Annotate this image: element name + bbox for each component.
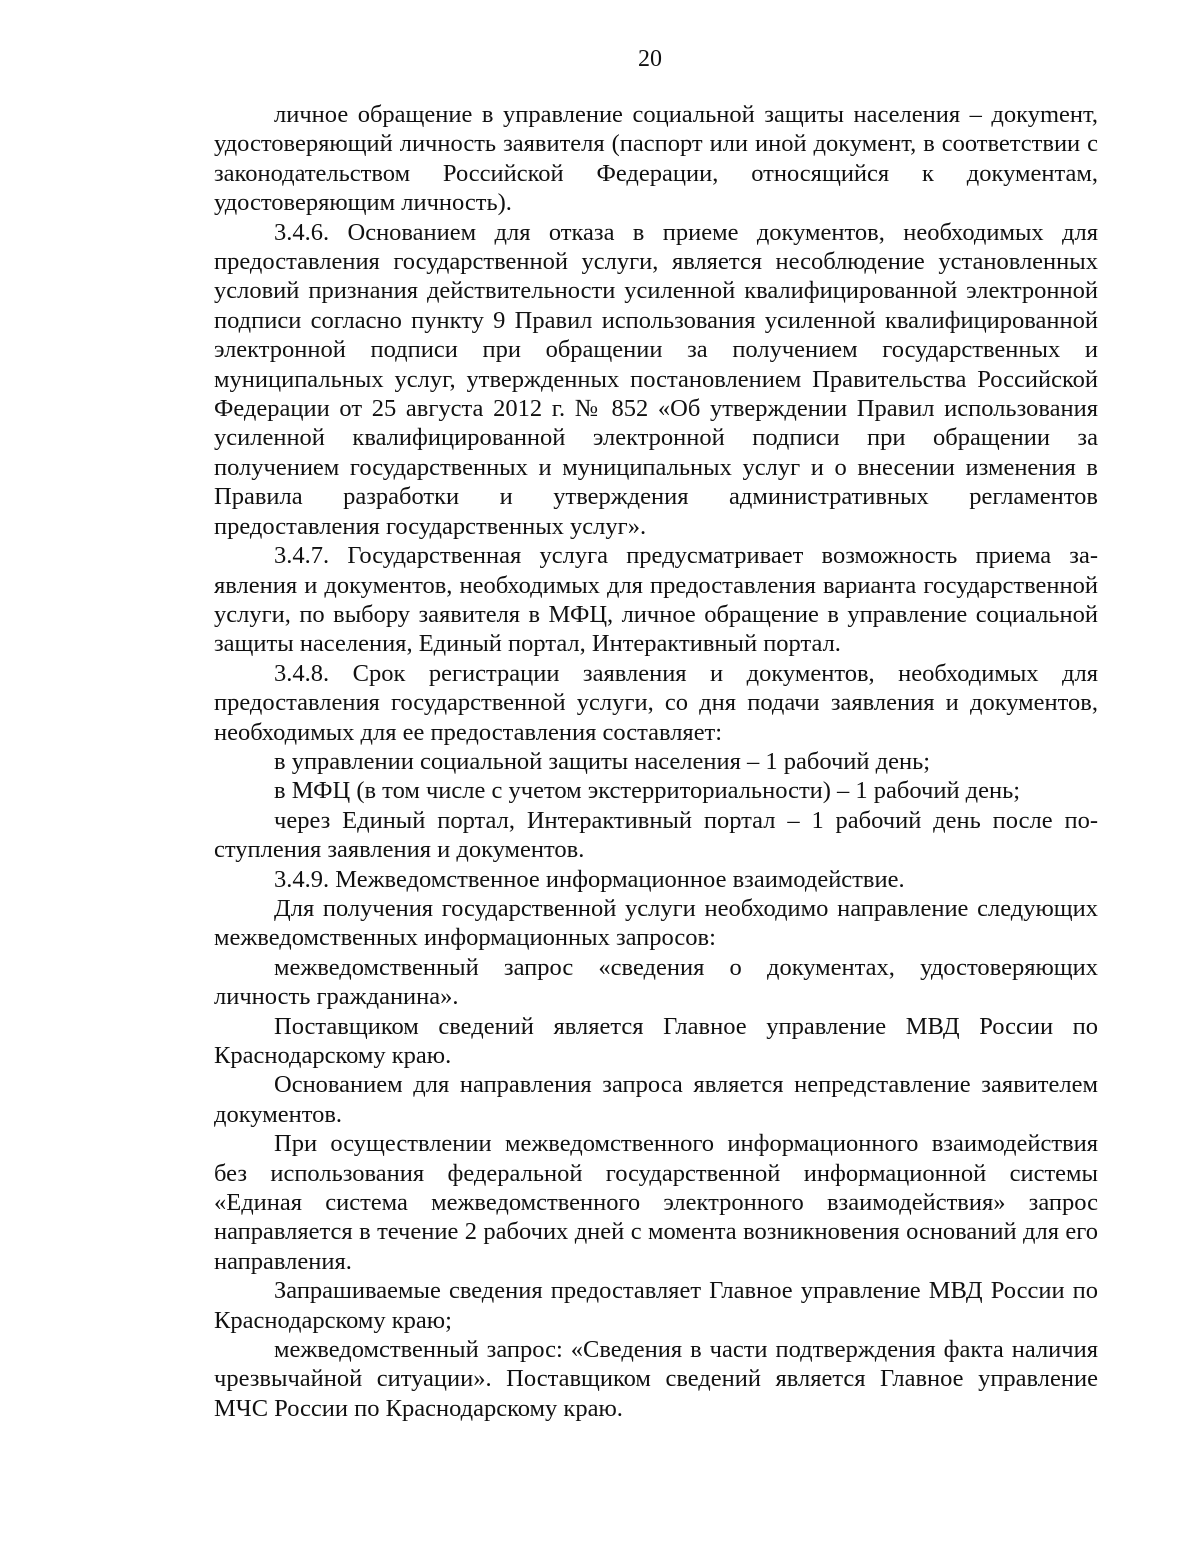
paragraph-3-4-9: 3.4.9. Межведомственное информационное взаимодействие.	[274, 865, 905, 893]
paragraph-personal-appeal: личное обращение в управление социальной защиты населения – докуmент, удостоверяющий личность заявителя (паспорт или иной документ, в соответствии с законодательством Российской Федерации, относящийся к документам, удостоверяющим личность).	[214, 101, 1098, 217]
paragraph-3-4-6: 3.4.6. Основанием для отказа в приеме документов, необходимых для предоставления государственной услуги, является несоблюдение установленных условий признания действительности усиленной квалифицированной электронной подписи согласно пункту 9 Правил использования усиленной квалифицированной электронной подписи при обращении за получением государственных и муниципальных услуг, утвержденных постановлением Правительства Российской Федерации от 25 августа 2012 г. № 852 «Об утверждении Правил использования усиленной квалифицированной электронной подписи при обращении за получением государственных и муниципальных услуг и о внесении изменения в Правила разработки и утверждения административных регламентов предоставления государственных услуг».	[214, 218, 1098, 540]
paragraph-emergency-request: межведомственный запрос: «Сведения в части подтверждения факта наличия чрезвычайной ситуации». Поставщиком сведений является Главное управление МЧС России по Краснодарскому краю.	[214, 1336, 1098, 1422]
paragraph-request-basis: Основанием для направления запроса является непредставление заявителем документов.	[214, 1071, 1098, 1128]
paragraph-mvd-provides: Запрашиваемые сведения предоставляет Главное управление МВД России по Краснодарскому краю;	[214, 1277, 1098, 1334]
paragraph-mvd-supplier: Поставщиком сведений является Главное управление МВД России по Краснодарскому краю.	[214, 1012, 1098, 1069]
paragraph-term-mfc: в МФЦ (в том числе с учетом экстерриториальности) – 1 рабочий день;	[274, 777, 1021, 805]
page-number: 20	[638, 46, 662, 72]
paragraph-identity-request: межведомственный запрос «сведения о документах, удостоверяющих личность гражданина».	[214, 953, 1098, 1011]
paragraph-3-4-8: 3.4.8. Срок регистрации заявления и документов, необходимых для предоставления государственной услуги, со дня подачи заявления и документов, необходимых для ее предоставления составляет:	[214, 659, 1098, 746]
paragraph-3-4-7: 3.4.7. Государственная услуга предусматривает возможность приема заявления и документов, необходимых для предоставления варианта государственной услуги, по выбору заявителя в МФЦ, личное обращение в управление социальной защиты населения, Единый портал, Интерактивный портал.	[214, 542, 1098, 658]
document-body	[214, 100, 1098, 1423]
paragraph-request-term: При осуществлении межведомственного информационного взаимодействия без использования федеральной государственной информационной системы «Единая система межведомственного электронного взаимодействия» запрос направляется в течение 2 рабочих дней с момента возникновения оснований для его направления.	[214, 1130, 1098, 1275]
paragraph-term-social-protection: в управлении социальной защиты населения – 1 рабочий день;	[274, 747, 931, 775]
paragraph-interagency-requests: Для получения государственной услуги необходимо направление следующих межведомственных информационных запросов:	[214, 894, 1098, 952]
paragraph-term-portal: через Единый портал, Интерактивный портал – 1 рабочий день после поступления заявления и документов.	[214, 806, 1098, 864]
